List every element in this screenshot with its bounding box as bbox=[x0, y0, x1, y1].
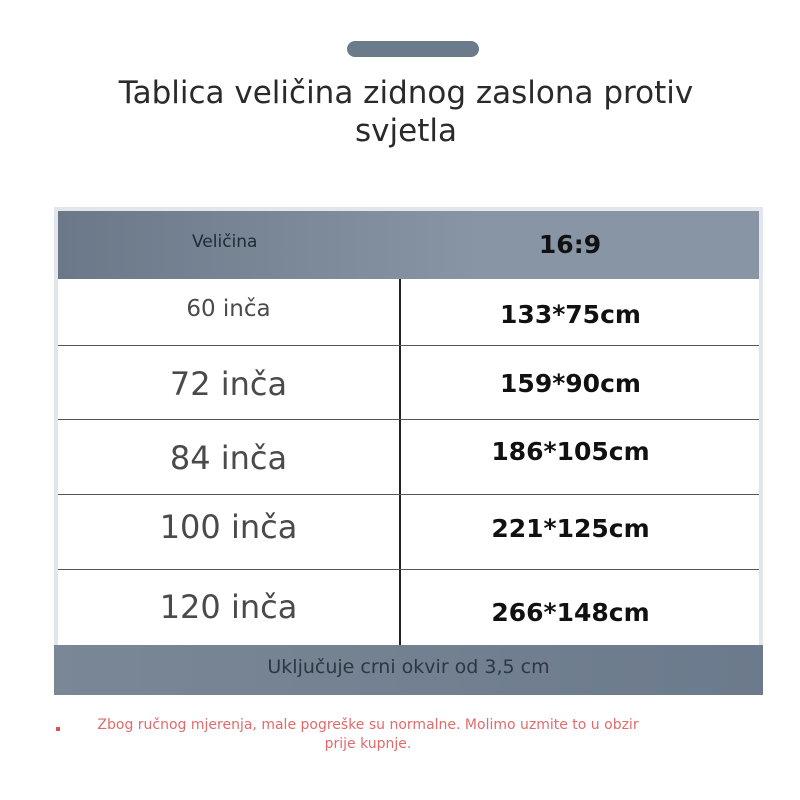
row-divider bbox=[58, 569, 759, 570]
row-size-cell: 100 inča bbox=[159, 508, 298, 546]
row-dimensions-cell: 266*148cm bbox=[491, 598, 650, 627]
row-dimensions-cell: 186*105cm bbox=[491, 437, 650, 466]
header-size-label: Veličina bbox=[192, 232, 258, 252]
page-title: Tablica veličina zidnog zaslona protiv svjetla bbox=[118, 75, 694, 149]
row-dimensions-cell: 133*75cm bbox=[500, 300, 641, 329]
row-divider bbox=[58, 494, 759, 495]
row-divider bbox=[58, 419, 759, 420]
row-divider bbox=[58, 345, 759, 346]
row-size-cell: 84 inča bbox=[169, 439, 288, 477]
row-size-cell: 60 inča bbox=[186, 296, 271, 322]
row-dimensions-cell: 159*90cm bbox=[500, 369, 641, 398]
row-dimensions-cell: 221*125cm bbox=[491, 514, 650, 543]
measurement-disclaimer: Zbog ručnog mjerenja, male pogreške su normalne. Molimo uzmite to u obzir prije kupnje. bbox=[97, 717, 639, 752]
frame-note: Uključuje crni okvir od 3,5 cm bbox=[267, 656, 550, 678]
row-size-cell: 120 inča bbox=[159, 588, 298, 626]
top-handle-bar bbox=[347, 41, 479, 57]
row-size-cell: 72 inča bbox=[169, 365, 288, 403]
header-ratio-label: 16:9 bbox=[538, 230, 602, 259]
note-bullet bbox=[56, 727, 60, 731]
